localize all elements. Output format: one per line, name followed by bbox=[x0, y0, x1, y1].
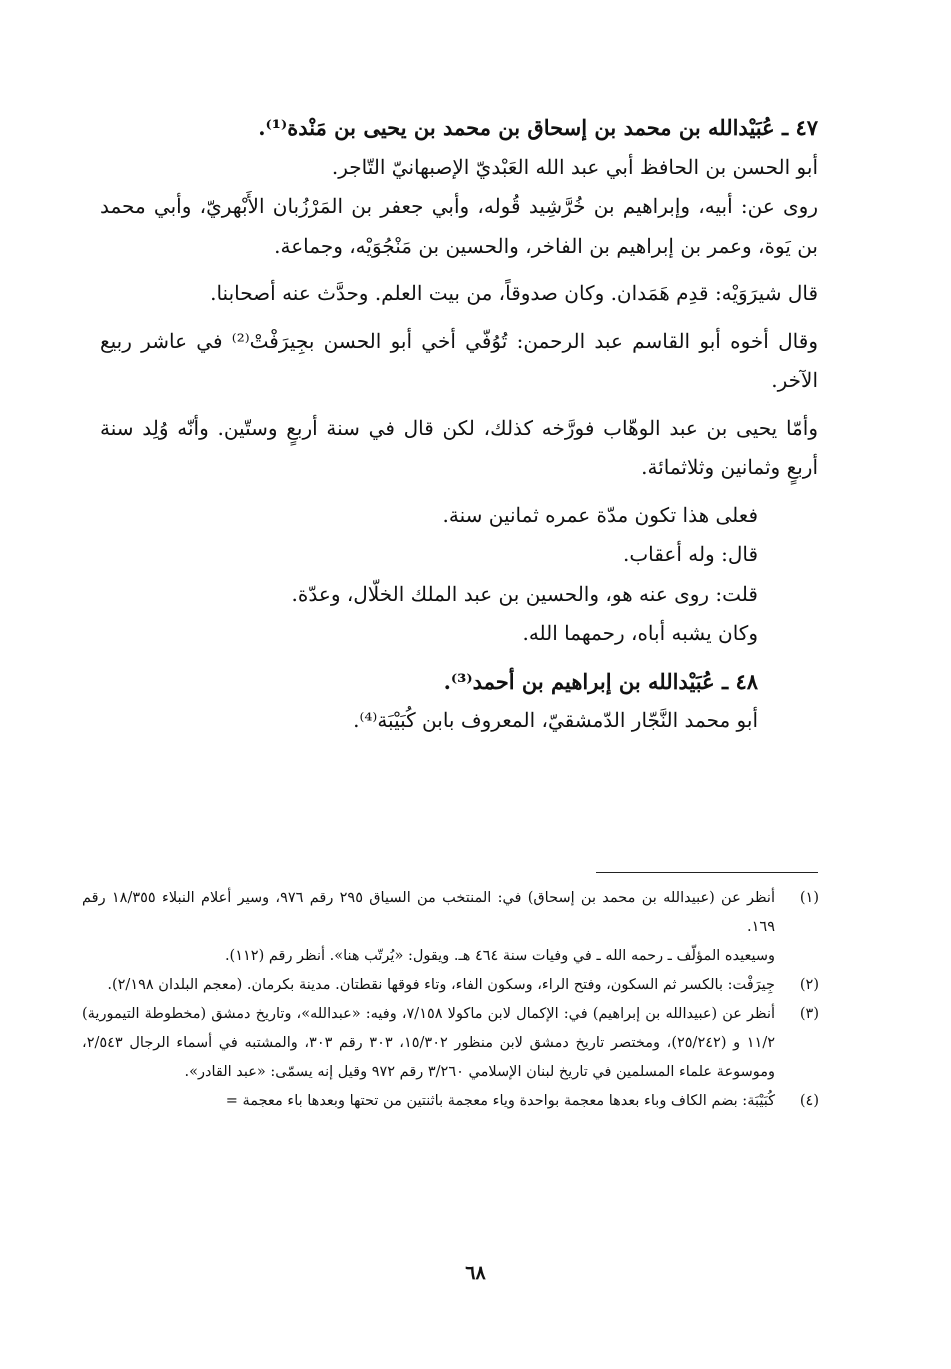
footnote-text: أنظر عن (عبيدالله بن إبراهيم) في: الإكمال لابن ماكولا ٧/١٥٨، وفيه: «عبدالله»، وتاريخ دمشق (مخطوطة التيمورية) ١١/٢ و (٢٥/٢٤٢)، ومختصر تاريخ دمشق لابن منظور ١٥/٣٠٢، ٣٠٣ رقم ٣٠٣، والمشتبه في أسماء الرجال ٢/٥٤٣، وموسوعة علماء المسلمين في تاريخ لبنان الإسلامي ٣/٢٦٠ رقم ٩٧٢ وقيل إنه يسمّى: «عبد القادر». bbox=[82, 1006, 776, 1080]
entry-47-title: ٤٧ ـ عُبَيْدالله بن محمد بن إسحاق بن محمد بن يحيى بن مَنْدة⁽¹⁾. bbox=[258, 115, 818, 140]
footnotes bbox=[82, 884, 819, 1116]
footnote-number: (٤) bbox=[799, 1093, 819, 1109]
entry-47-narrated-from: روى عن: أبيه، وإبراهيم بن خُرَّشِيد قُوله، وأبي جعفر بن المَرْزُبان الأَبْهريّ، وأبي محمد بن يَوة، وعمر بن إبراهيم بن الفاخر، والحسين بن مَنْجُوَيْه، وجماعة. bbox=[100, 194, 818, 258]
footnote-number: (٢) bbox=[799, 977, 819, 993]
entry-47-brother-quote: وقال أخوه أبو القاسم عبد الرحمن: تُوُفّي أخي أبو الحسن بجِيرَفْتْ⁽²⁾ في عاشر ربيع الآخر. bbox=[100, 328, 818, 392]
entry-47-age-line: فعلى هذا تكون مدّة عمره ثمانين سنة. bbox=[442, 502, 758, 527]
footnote-body bbox=[82, 971, 775, 1000]
footnote-number: (١) bbox=[799, 890, 819, 906]
entry-47-yahya-quote: وأمّا يحيى بن عبد الوهّاب فورَّخه كذلك، لكن قال في سنة أربعٍ وستّين. وأنّه وُلِد سنة أربعٍ وثمانين وثلاثمائة. bbox=[100, 415, 818, 479]
footnote-number: (٣) bbox=[799, 1006, 819, 1022]
entry-47-descendants-line: قال: وله أعقاب. bbox=[623, 542, 758, 566]
page-number: ٦٨ bbox=[465, 1262, 486, 1284]
footnote-2 bbox=[82, 971, 819, 1000]
footnote-divider bbox=[596, 872, 818, 873]
entry-47-resemblance-line: وكان يشبه أباه، رحمهما الله. bbox=[522, 621, 758, 645]
entry-47-narrators-line: قلت: روى عنه هو، والحسين بن عبد الملك الخلّال، وعدّة. bbox=[291, 581, 758, 606]
footnote-3 bbox=[82, 1000, 819, 1087]
main-text bbox=[100, 108, 818, 741]
footnote-body bbox=[82, 1000, 775, 1087]
footnote-4 bbox=[82, 1087, 819, 1116]
footnote-body bbox=[82, 884, 775, 971]
entry-48-kunya-line: أبو محمد النَّجّار الدّمشقيّ، المعروف بابن كُبَيْبَة⁽⁴⁾. bbox=[353, 708, 758, 732]
entry-48-title: ٤٨ ـ عُبَيْدالله بن إبراهيم بن أحمد⁽³⁾. bbox=[443, 668, 758, 694]
footnote-1 bbox=[82, 884, 819, 971]
footnote-body bbox=[82, 1087, 775, 1116]
entry-47-shirawayh-quote: قال شيرَوَيْه: قدِم هَمَدان. وكان صدوقاً، من بيت العلم. وحدَّث عنه أصحابنا. bbox=[210, 281, 818, 305]
footnote-text: أنظر عن (عبيدالله بن محمد بن إسحاق) في: المنتخب من السياق ٢٩٥ رقم ٩٧٦، وسير أعلام النبلاء ١٨/٣٥٥ رقم ١٦٩. bbox=[82, 890, 775, 935]
footnote-text: وسيعيده المؤلّف ـ رحمه الله ـ في وفيات سنة ٤٦٤ هـ. ويقول: «يُرتّب هنا». أنظر رقم (١١٢). bbox=[224, 948, 775, 964]
footnote-text: جِيرَفْت: بالكسر ثم السكون، وفتح الراء، وسكون الفاء، وتاء فوقها نقطتان. مدينة بكرمان. (معجم البلدان ٢/١٩٨). bbox=[107, 977, 775, 993]
entry-47-kunya-line: أبو الحسن بن الحافظ أبي عبد الله العَبْديّ الإصبهانيّ التّاجر. bbox=[331, 154, 818, 179]
footnote-text: كُبَيْبَة: بضم الكاف وباء بعدها معجمة بواحدة وياء معجمة باثنتين من تحتها وبعدها باء معجمة = bbox=[225, 1093, 775, 1109]
